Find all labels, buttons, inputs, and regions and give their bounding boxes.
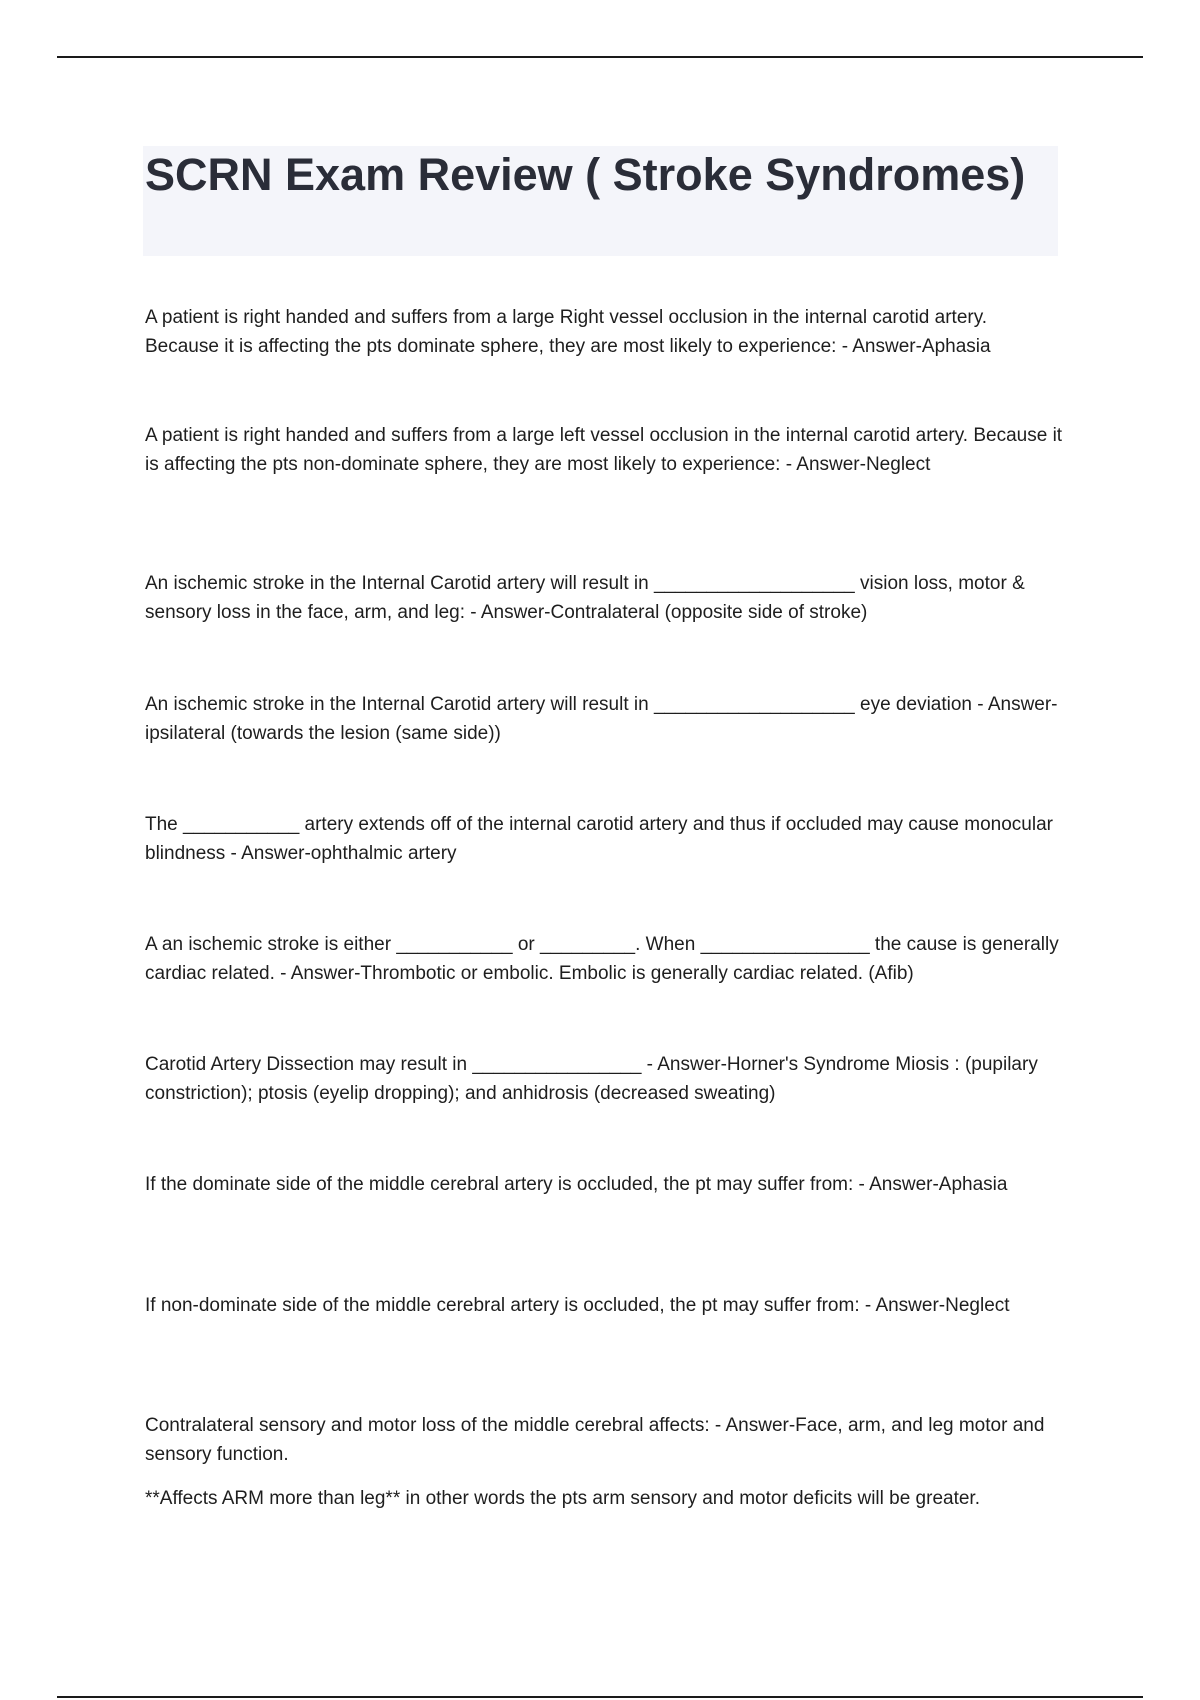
qa-item-1: A patient is right handed and suffers from a large Right vessel occlusion in the internal carotid artery. Because it is affecting the pts dominate sphere, they are most likely to experience: - Answer-Aphasia xyxy=(145,307,993,357)
qa-item-2: A patient is right handed and suffers from a large left vessel occlusion in the internal carotid artery. Because it is affecting the pts non-dominate sphere, they are most likely to experience: - Answer-Neglect xyxy=(145,425,1068,475)
page-title: SCRN Exam Review ( Stroke Syndromes) xyxy=(145,149,1026,200)
qa-item-9: If non-dominate side of the middle cerebral artery is occluded, the pt may suffer from: - Answer-Neglect xyxy=(145,1295,1010,1316)
qa-item-7: Carotid Artery Dissection may result in ________________ - Answer-Horner's Syndrome Miosis : (pupilary constriction); ptosis (eyelip dropping); and anhidrosis (decreased sweating) xyxy=(145,1054,1044,1104)
qa-item-6: A an ischemic stroke is either ___________ or _________. When ________________ the cause is generally cardiac related. - Answer-Thrombotic or embolic. Embolic is generally cardiac related. (Afib) xyxy=(145,934,1064,984)
qa-item-5: The ___________ artery extends off of the internal carotid artery and thus if occluded may cause monocular blindness - Answer-ophthalmic artery xyxy=(145,814,1059,864)
top-rule xyxy=(57,56,1143,58)
qa-item-10: Contralateral sensory and motor loss of the middle cerebral affects: - Answer-Face, arm, and leg motor and sensory function. xyxy=(145,1415,1050,1465)
qa-item-10-note: **Affects ARM more than leg** in other words the pts arm sensory and motor deficits will be greater. xyxy=(145,1488,980,1509)
qa-item-3: An ischemic stroke in the Internal Carotid artery will result in ___________________ vision loss, motor & sensory loss in the face, arm, and leg: - Answer-Contralateral (opposite side of stroke) xyxy=(145,573,1031,623)
qa-item-4: An ischemic stroke in the Internal Carotid artery will result in ___________________ eye deviation - Answer-ipsilateral (towards the lesion (same side)) xyxy=(145,694,1058,744)
bottom-rule xyxy=(57,1696,1143,1698)
qa-item-8: If the dominate side of the middle cerebral artery is occluded, the pt may suffer from: - Answer-Aphasia xyxy=(145,1174,1008,1195)
